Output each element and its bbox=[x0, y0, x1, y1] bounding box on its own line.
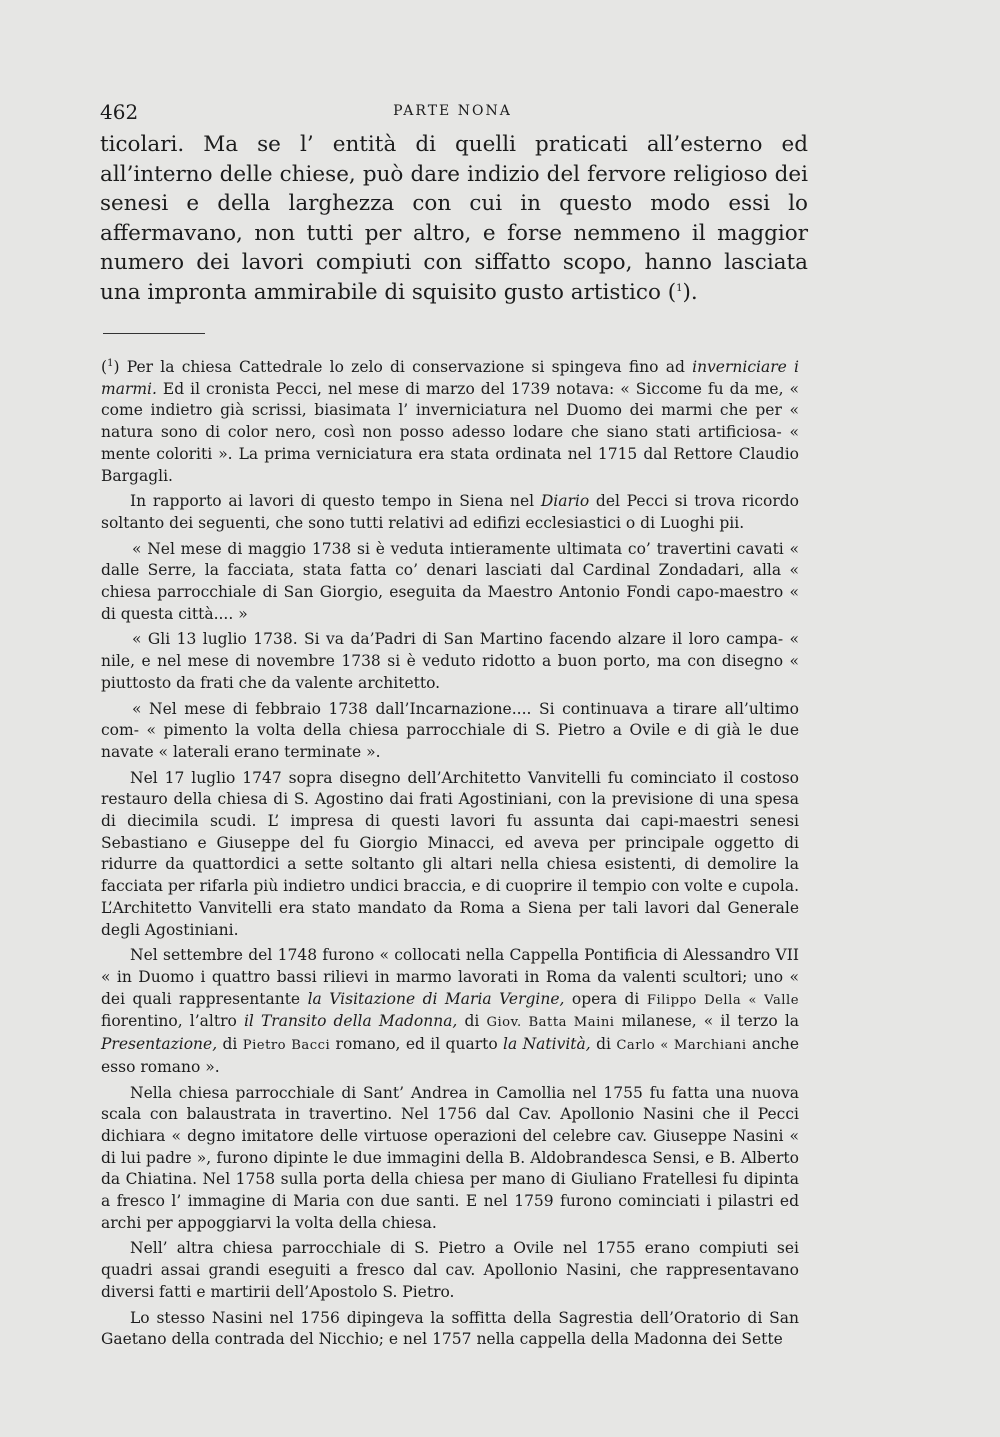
footnote-marker: 1 bbox=[676, 282, 683, 294]
quote-san-martino: « Gli 13 luglio 1738. Si va da’Padri di San Martino facendo alzare il loro campa- « nile, e nel mese di novembre 1738 si è veduto ridotto a buon porto, ma con disegno « piuttosto da frati che da valente architetto. bbox=[101, 630, 799, 692]
footnote-separator bbox=[103, 333, 205, 334]
note-paragraph-camollia: Nella chiesa parrocchiale di Sant’ Andrea in Camollia nel 1755 fu fatta una nuova scala con balaustrata in travertino. Nel 1756 dal Cav. Apollonio Nasini che il Pecci dichiara « degno imitatore delle virtuose operazioni del celebre cav. Giuseppe Nasini « di lui padre », furono dipinte le due immagini della B. Aldobrandesca Sensi, e B. Alberto da Chiatina. Nel 1758 sulla porta della chiesa per mano di Giuliano Fratellesi fu dipinta a fresco l’ immagine di Maria con due santi. E nel 1759 furono cominciati i pilastri ed archi per appoggiarvi la volta della chiesa. bbox=[101, 1083, 799, 1232]
note-paragraph-vanvitelli: Nel 17 luglio 1747 sopra disegno dell’Architetto Vanvitelli fu cominciato il costoso restauro della chiesa di S. Agostino dai frati Agostiniani, con la previsione di una spesa di diecimila scudi. L’ impresa di questi lavori fu assunta dai capi-maestri senesi Sebastiano e Giuseppe del fu Giorgio Minacci, ed aveva per principale oggetto di ridurre da quattordici a sette soltanto gli altari nella chiesa esistenti, di demolire la facciata per rifarla più indietro undici braccia, e di cuoprire il tempio con volte e cupola. L’Architetto Vanvitelli era stato mandato da Roma a Siena per tali lavori dal Generale degli Agostiniani. bbox=[101, 768, 799, 939]
note-paragraph-nasini: Lo stesso Nasini nel 1756 dipingeva la soffitta della Sagrestia dell’Oratorio di San Gaetano della contrada del Nicchio; e nel 1757 nella cappella della Madonna dei Sette bbox=[101, 1308, 799, 1349]
main-text bbox=[100, 130, 808, 307]
main-paragraph: ticolari. Ma se l’ entità di quelli praticati all’esterno ed all’interno delle chiese, può dare indizio del fervore religioso dei senesi e della larghezza con cui in questo modo essi lo affermavano, non tutti per altro, e forse nemmeno il maggior numero dei lavori compiuti con siffatto scopo, hanno lasciata una impronta ammirabile di squisito gusto artistico ($^1$). bbox=[100, 132, 808, 305]
footnotes bbox=[101, 357, 799, 1351]
running-title: PARTE NONA bbox=[393, 103, 512, 119]
quote-san-giorgio: « Nel mese di maggio 1738 si è veduta intieramente ultimata co’ travertini cavati « dalle Serre, la facciata, stata fatta co’ denari lasciati dal Cardinal Zondadari, alla « chiesa parrocchiale di San Giorgio, eseguita da Maestro Antonio Fondi capo-maestro « di questa città.... » bbox=[101, 539, 799, 623]
quote-ovile: « Nel mese di febbraio 1738 dall’Incarnazione.... Si continuava a tirare all’ultimo com- « pimento la volta della chiesa parrocchiale di S. Pietro a Ovile e di già le due navate « laterali erano terminate ». bbox=[101, 699, 799, 761]
footnote-number: 1 bbox=[107, 357, 114, 369]
page-header bbox=[100, 100, 805, 130]
note-paragraph-diario: In rapporto ai lavori di questo tempo in Siena nel Diario del Pecci si trova ricordo soltanto dei seguenti, che sono tutti relativi ad edifizi ecclesiastici o di Luoghi pii. bbox=[101, 492, 799, 532]
note-paragraph-ovile: Nell’ altra chiesa parrocchiale di S. Pietro a Ovile nel 1755 erano compiuti sei quadri assai grandi eseguiti a fresco dal cav. Apollonio Nasini, che rappresentavano diversi fatti e martirii dell’Apostolo S. Pietro. bbox=[101, 1239, 799, 1301]
note-paragraph-1748: Nel settembre del 1748 furono « collocati nella Cappella Pontificia di Alessandro VII « in Duomo i quattro bassi rilievi in marmo lavorati in Roma da valenti scultori; uno « dei quali rappresentante la Visitazione di Maria Vergine, opera di Filippo Della « Valle fiorentino, l’altro il Transito della Madonna, di Giov. Batta Maini milanese, « il terzo la Presentazione, di Pietro Bacci romano, ed il quarto la Natività, di Carlo « Marchiani anche esso romano ». bbox=[101, 946, 800, 1076]
footnote-1: ($^1$) Per la chiesa Cattedrale lo zelo di conservazione si spingeva fino ad inverniciare i marmi. Ed il cronista Pecci, nel mese di marzo del 1739 notava: « Siccome fu da me, « come indietro già scrissi, biasimata l’ inverniciatura nel Duomo dei marmi che per « natura sono di color nero, così non posso adesso lodare che siano stati artificiosa- « mente coloriti ». La prima verniciatura era stata ordinata nel 1715 dal Rettore Claudio Bargagli. bbox=[101, 357, 799, 485]
page-number: 462 bbox=[100, 100, 139, 124]
